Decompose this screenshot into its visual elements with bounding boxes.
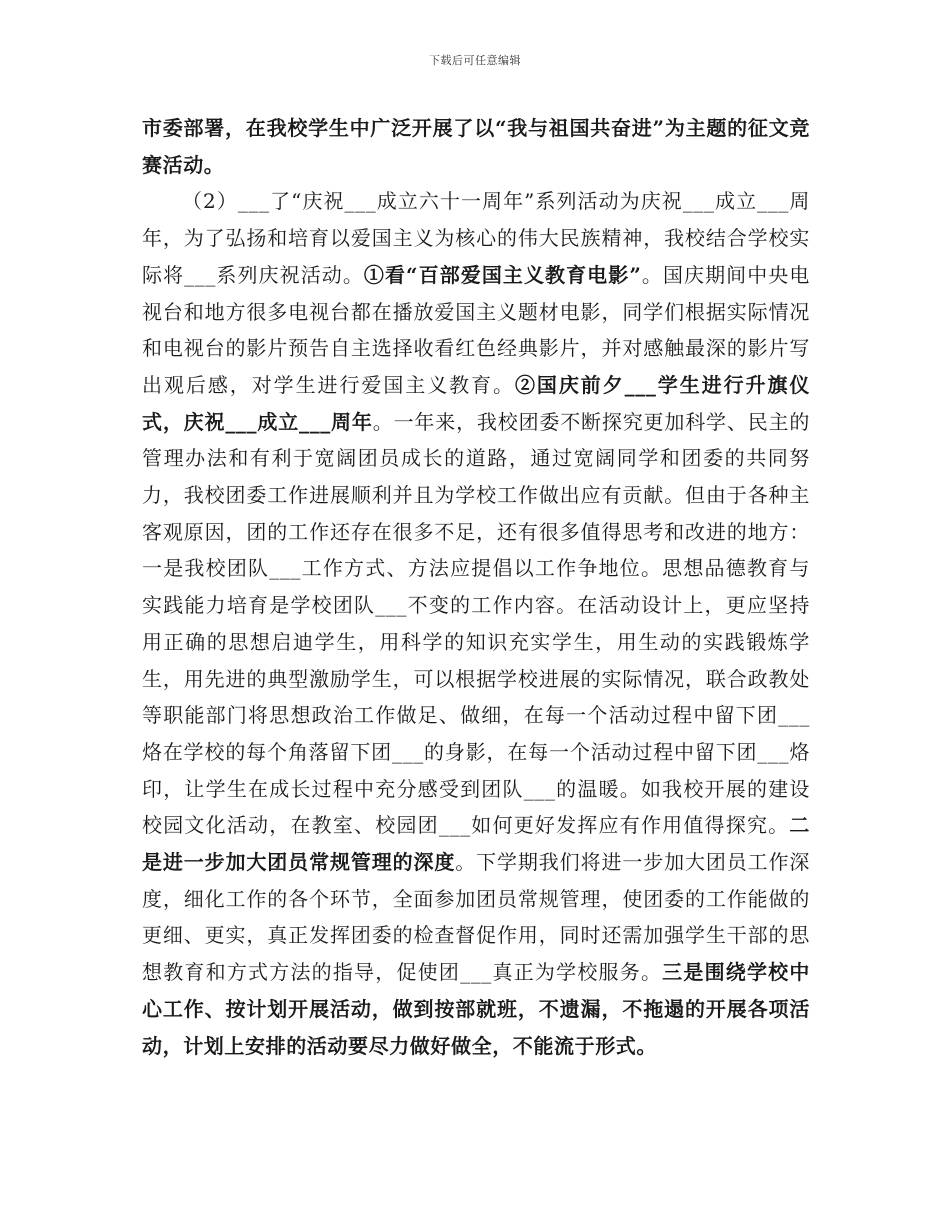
page-header: 下载后可任意编辑	[429, 54, 521, 67]
document-body	[142, 110, 810, 1064]
paragraph-activities	[142, 183, 810, 1064]
paragraph-text: 。一年来，我校团委不断探究更加科学、民主的管理办法和有利于宽阔团员成长的道路，通过宽阔同学和团委的共同努力，我校团委工作进展顺利并且为学校工作做出应有贡献。但由于各种主客观原因，团的工作还存在很多不足，还有很多值得思考和改进的地方：一是我校团队___工作方式、方法应提倡以工作争地位。思想品德教育与实践能力培育是学校团队___不变的工作内容。在活动设计上，更应坚持用正确的思想启迪学生，用科学的知识充实学生，用生动的实践锻炼学生，用先进的典型激励学生，可以根据学校进展的实际情况，联合政教处等职能部门将思想政治工作做足、做细，在每一个活动过程中留下团___烙在学校的每个角落留下团___的身影，在每一个活动过程中留下团___烙印，让学生在成长过程中充分感受到团队___的温暖。如我校开展的建设校园文化活动，在教室、校园团___如何更好发挥应有作用值得探究。	[142, 409, 810, 838]
bold-heading-member-management: 二是进一步加大团员常规管理的深度	[142, 813, 810, 875]
bold-heading-flag-ceremony: ②国庆前夕___学生进行升旗仪式，庆祝___成立___周年	[142, 372, 811, 434]
paragraph-text: （2）___了“庆祝___成立六十一周年”系列活动为庆祝___成立___周年，为了弘扬和培育以爱国主义为核心的伟大民族精神，我校结合学校实际将___系列庆祝活动。	[142, 189, 810, 287]
paragraph-continuation: 市委部署，在我校学生中广泛开展了以“我与祖国共奋进”为主题的征文竞赛活动。	[142, 116, 810, 177]
paragraph-text: 。下学期我们将进一步加大团员工作深度，细化工作的各个环节，全面参加团员常规管理，使团委的工作能做的更细、更实，真正发挥团委的检查督促作用，同时还需加强学生干部的思想教育和方式方法的指导，促使团___真正为学校服务。	[142, 850, 811, 985]
bold-heading-movies: ①看“百部爱国主义教育电影”	[363, 262, 642, 287]
bold-heading-planned-activities: 三是围绕学校中心工作、按计划开展活动，做到按部就班，不遗漏，不拖遢的开展各项活动，计划上安排的活动要尽力做好做全，不能流于形式。	[142, 960, 810, 1058]
paragraph-text: 。国庆期间中央电视台和地方很多电视台都在播放爱国主义题材电影，同学们根据实际情况和电视台的影片预告自主选择收看红色经典影片，并对感触最深的影片写出观后感，对学生进行爱国主义教育。	[142, 262, 810, 397]
